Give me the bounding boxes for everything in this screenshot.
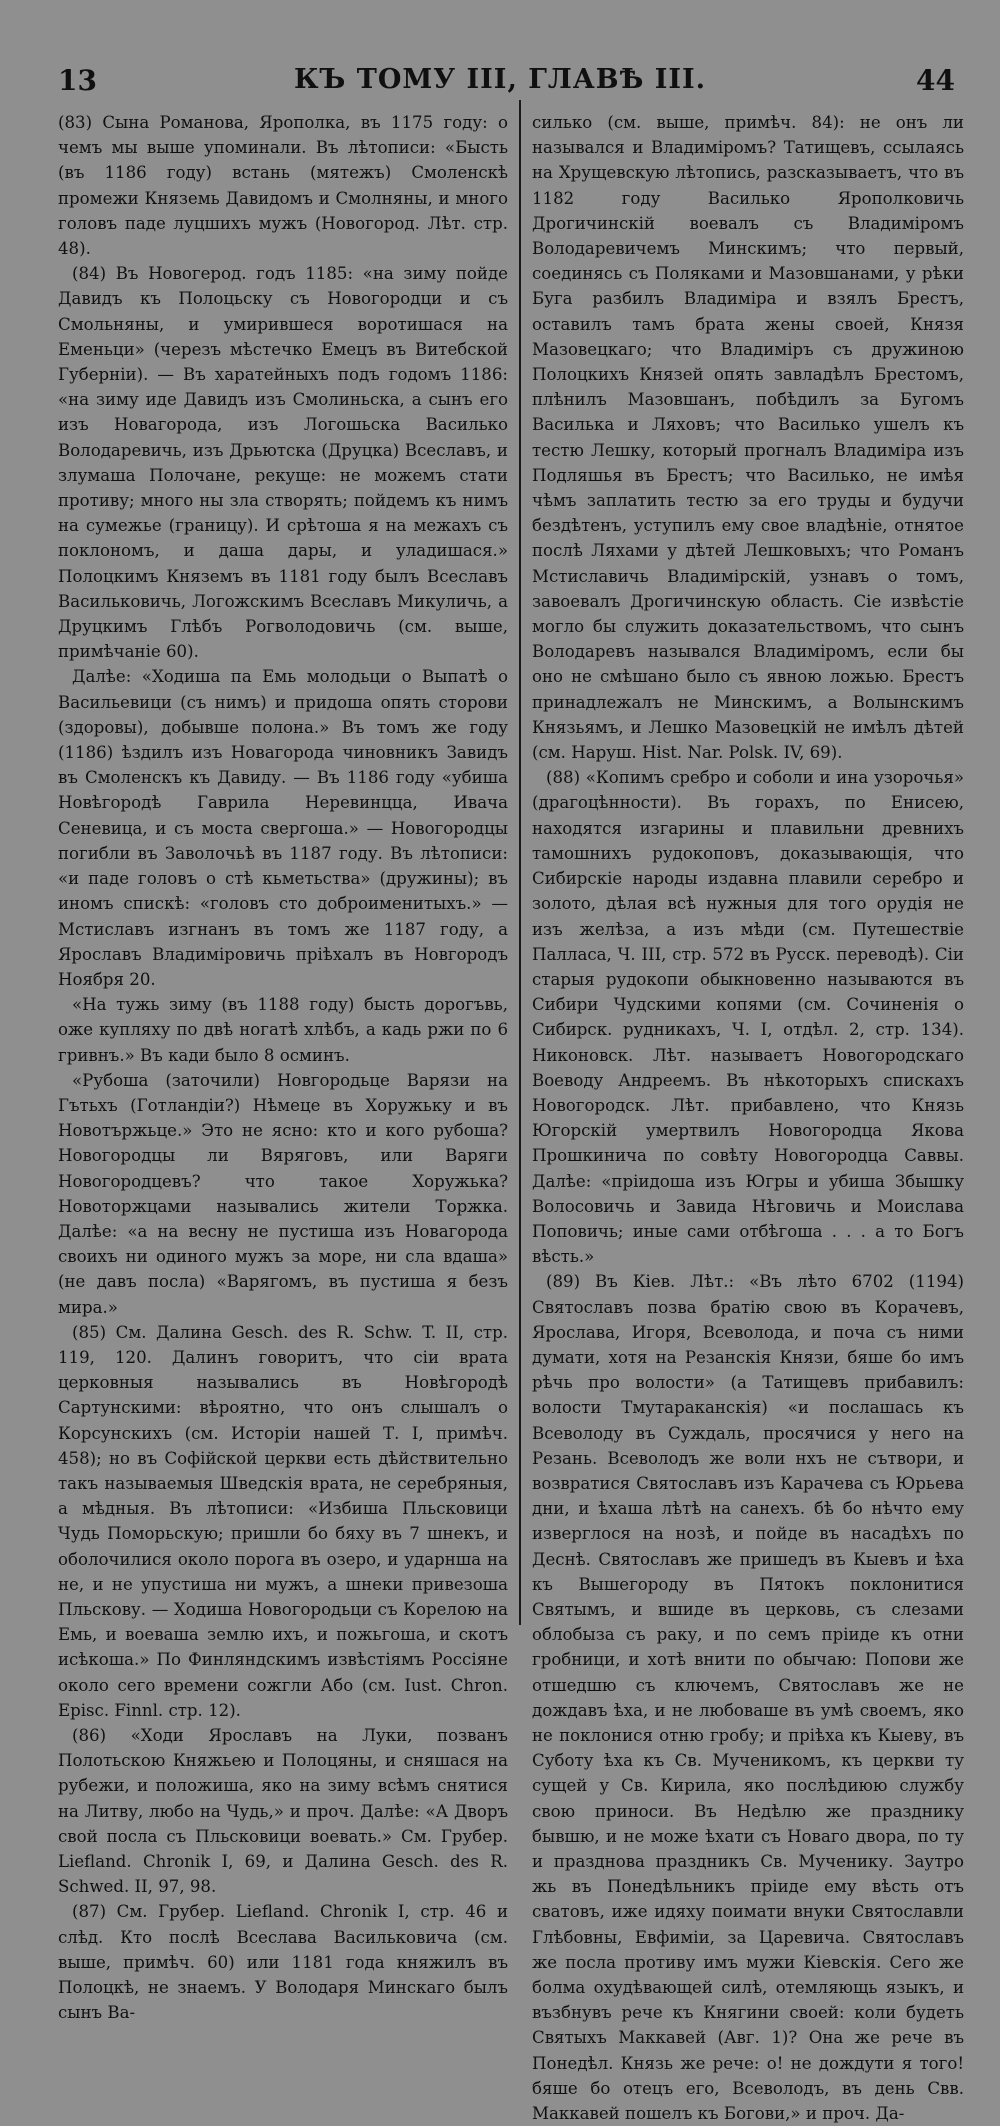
note-83: (83) Сына Романова, Ярополка, въ 1175 году: о чемъ мы выше упоминали. Въ лѣтописи: «Бысть (въ 1186 году) встань (мятежъ) Смоленскѣ промежи Княземь Давидомъ и Смолняны, и много головъ паде луцшихъ мужъ (Новогород. Лѣт. стр. 48). xyxy=(58,113,508,259)
page-number-left: 13 xyxy=(58,64,97,97)
note-87-continued: силько (см. выше, примѣч. 84): не онъ ли назывался и Владиміромъ? Татищевъ, ссылаясь на Хрущевскую лѣтопись, разсказываетъ, что въ 1182 году Василько Ярополковичь Дрогичинскій воевалъ съ Владиміромъ Володаревичемъ Минскимъ; что первый, соединясь съ Поляками и Мазовшанами, у рѣки Буга разбилъ Владиміра и взялъ Брестъ, оставилъ тамъ брата жены своей, Князя Мазовецкаго; что Владиміръ съ дружиною Полоцкихъ Князей опять завладѣлъ Брестомъ, плѣнилъ Мазовшанъ, побѣдилъ за Бугомъ Василька и Ляховъ; что Василько ушелъ къ тестю Лешку, который прогналъ Владиміра изъ Подляшья въ Брестъ; что Василько, не имѣя чѣмъ заплатить тестю за его труды и будучи бездѣтенъ, уступилъ ему свое владѣніе, отнятое послѣ Ляхами у дѣтей Лешковыхъ; что Романъ Мстиславичь Владимірскій, узнавъ о томъ, завоевалъ Дрогичинскую область. Сіе извѣстіе могло бы служить доказательствомъ, что сынъ Володаревъ назывался Владиміромъ, если бы оно не смѣшано было съ явною ложью. Брестъ принадлежалъ не Минскимъ, а Волынскимъ Князьямъ, и Лешко Мазовецкій не имѣлъ дѣтей (см. Наруш. Hist. Nar. Polsk. IV, 69). xyxy=(532,113,964,763)
note-87: (87) См. Грубер. Liefland. Chronik I, стр. 46 и слѣд. Кто послѣ Всеслава Васильковича (см. выше, примѣч. 60) или 1181 года княжилъ въ Полоцкѣ, не знаемъ. У Володаря Минскаго былъ сынъ Ва- xyxy=(58,1902,508,2023)
left-column xyxy=(58,110,508,2023)
running-header xyxy=(0,64,1000,104)
right-column xyxy=(532,110,964,2124)
column-divider xyxy=(519,100,521,1625)
note-84-famine: «На тужь зиму (въ 1188 году) бысть дорогъвь, оже купляху по двѣ ногатѣ хлѣбъ, а кадь ржи по 6 гривнъ.» Въ кади было 8 осминъ. xyxy=(58,995,508,1065)
note-85: (85) См. Далина Gesch. des R. Schw. T. II, стр. 119, 120. Далинъ говоритъ, что сіи врата церковныя назывались въ Новѣгородѣ Сартунскими: вѣроятно, что онъ слышалъ о Корсунскихъ (см. Исторіи нашей Т. I, примѣч. 458); но въ Софійской церкви есть дѣйствительно такъ называемыя Шведскія врата, не серебряныя, а мѣдныя. Въ лѣтописи: «Избиша Пльсковици Чудь Поморьскую; пришли бо бяху въ 7 шнекъ, и оболочилися около порога въ озеро, и ударнша на не, и не упустиша ни мужъ, а шнеки привезоша Пльскову. — Ходиша Новогородьци съ Корелою на Емь, и воеваша землю ихъ, и пожьгоша, и скотъ исѣкоша.» По Финляндскимъ извѣстіямъ Россіяне около сего времени сожгли Або (см. Iust. Chron. Episc. Finnl. стр. 12). xyxy=(58,1322,508,1720)
note-84-continued: Далѣе: «Ходиша па Емь молодьци о Выпатѣ о Васильевици (съ нимъ) и придоша опять сторови (здоровы), добывше полона.» Въ томъ же году (1186) ѣздилъ изъ Новагорода чиновникъ Завидъ въ Смоленскъ къ Давиду. — Въ 1186 году «убиша Новѣгородѣ Гаврила Неревинцца, Ивача Сеневица, и съ моста свергоша.» — Новогородцы погибли въ Заволочьѣ въ 1187 году. Въ лѣтописи: «и паде головъ о стѣ кьметьства» (дружины); въ иномъ спискѣ: «головъ сто доброименитыхъ.» — Мстиславъ изгнанъ въ томъ же 1187 году, а Ярославъ Владиміровичь пріѣхалъ въ Новгородъ Ноября 20. xyxy=(58,667,508,989)
page-number-right: 44 xyxy=(916,64,955,97)
note-86: (86) «Ходи Ярославъ на Луки, позванъ Полотьскою Княжьею и Полоцяны, и сняшася на рубежи, и положиша, яко на зиму всѣмъ снятися на Литву, любо на Чудь,» и проч. Далѣе: «А Дворъ свой посла съ Пльсковици воевать.» См. Грубер. Liefland. Chronik I, 69, и Далина Gesch. des R. Schwed. II, 97, 98. xyxy=(58,1726,508,1897)
note-88: (88) «Копимъ сребро и соболи и ина узорочья» (драгоцѣнности). Въ горахъ, по Енисею, находятся изгарины и плавильни древнихъ тамошнихъ рудокоповъ, доказывающія, что Сибирскіе народы издавна плавили серебро и золото, дѣлая всѣ нужныя для того орудія не изъ желѣза, а изъ мѣди (см. Путешествіе Палласа, Ч. III, стр. 572 въ Русск. переводѣ). Сіи старыя рудокопи обыкновенно называются въ Сибири Чудскими копями (см. Сочиненія о Сибирск. рудникахъ, Ч. I, отдѣл. 2, стр. 134). Никоновск. Лѣт. называетъ Новогородскаго Воеводу Андреемъ. Въ нѣкоторыхъ спискахъ Новогородск. Лѣт. прибавлено, что Князь Югорскій умертвилъ Новогородца Якова Прошкинича по совѣту Новогородца Саввы. Далѣе: «пріидоша изъ Югры и убиша Збышку Волосовичь и Завида Нѣговичь и Моислава Поповичь; иные сами отбѣгоша . . . а то Богъ вѣсть.» xyxy=(532,768,964,1267)
running-title: КЪ ТОМУ III, ГЛАВѢ III. xyxy=(293,64,707,95)
note-84-varangians: «Рубоша (заточили) Новгородьце Варязи на Гътьхъ (Готландіи?) Нѣмеце въ Хоружьку и въ Новотържьце.» Это не ясно: кто и кого рубоша? Новогородцы ли Вяряговъ, или Варяги Новогородцевъ? что такое Хоружька? Новоторжцами назывались жители Торжка. Далѣе: «а на весну не пустиша изъ Новагорода своихъ ни одиного мужъ за море, ни сла вдаша» (не давъ посла) «Варягомъ, въ пустиша я безъ мира.» xyxy=(58,1070,508,1317)
note-89: (89) Въ Кіев. Лѣт.: «Въ лѣто 6702 (1194) Святославъ позва братію свою въ Корачевъ, Ярослава, Игоря, Всеволода, и поча съ ними думати, хотя на Резанскія Князи, бяше бо имъ рѣчь про волости» (а Татищевъ прибавилъ: волости Тмутараканскія) «и послашась къ Всеволоду въ Суждаль, просячися у него на Резань. Всеволодъ же воли нхъ не сътвори, и возвратися Святославъ изъ Карачева съ Юрьева дни, и ѣхаша лѣтѣ на санехъ. бѣ бо нѣчто ему изверглося на нозѣ, и пойде въ насадѣхъ по Деснѣ. Святославъ же пришедъ въ Кыевъ и ѣха къ Вышегороду въ Пятокъ поклонитися Святымъ, и вшиде въ церковь, съ слезами облобыза съ раку, и по семъ пріиде къ отни гробници, и хотѣ внити по обычаю: Попови же отшедшю съ ключемъ, Святославъ же не дождавъ ѣха, и не любоваше въ умѣ своемъ, яко не поклонися отню гробу; и пріѣха къ Кыеву, въ Суботу ѣха къ Св. Мученикомъ, къ церкви ту сущей у Св. Кирила, яко послѣдиюю службу свою приноси. Въ Недѣлю же празднику бывшю, и не може ѣхати съ Новаго двора, по ту и празднова праздникъ Св. Мученику. Заутро жь въ Понедѣльникъ пріиде ему вѣсть отъ сватовъ, иже идяху поимати внуки Святославли Глѣбовны, Евфиміи, за Царевича. Святославъ же посла противу имъ мужи Кіевскія. Сего же болма охудѣвающей силѣ, отемляющь языкъ, и възбнувъ рече къ Княгини своей: коли будеть Святыхъ Маккавей (Авг. 1)? Она же рече въ Понедѣл. Князь же рече: о! не дождути я того! бяше бо отецъ его, Всеволодъ, въ день Свв. Маккавей пошелъ къ Богови,» и проч. Да- xyxy=(532,1272,964,2124)
note-84: (84) Въ Новогерод. годъ 1185: «на зиму пойде Давидъ къ Полоцьску съ Новогородци и съ Смольняны, и умирившеся воротишася на Еменьци» (черезъ мѣстечко Емецъ въ Витебской Губерніи). — Въ харатейныхъ подъ годомъ 1186: «на зиму иде Давидъ изъ Смолиньска, а сынъ его изъ Новагорода, изъ Логошьска Василько Володаревичь, изъ Дрьютска (Друцка) Всеславъ, и злумаша Полочане, рекуще: не можемъ стати противу; много ны зла створять; пойдемъ къ нимъ на сумежье (границу). И срѣтоша я на межахъ съ поклономъ, и даша дары, и уладишася.» Полоцкимъ Княземъ въ 1181 году былъ Всеславъ Васильковичь, Логожскимъ Всеславъ Микуличь, а Друцкимъ Глѣбъ Рогволодовичь (см. выше, примѣчаніе 60). xyxy=(58,264,508,662)
